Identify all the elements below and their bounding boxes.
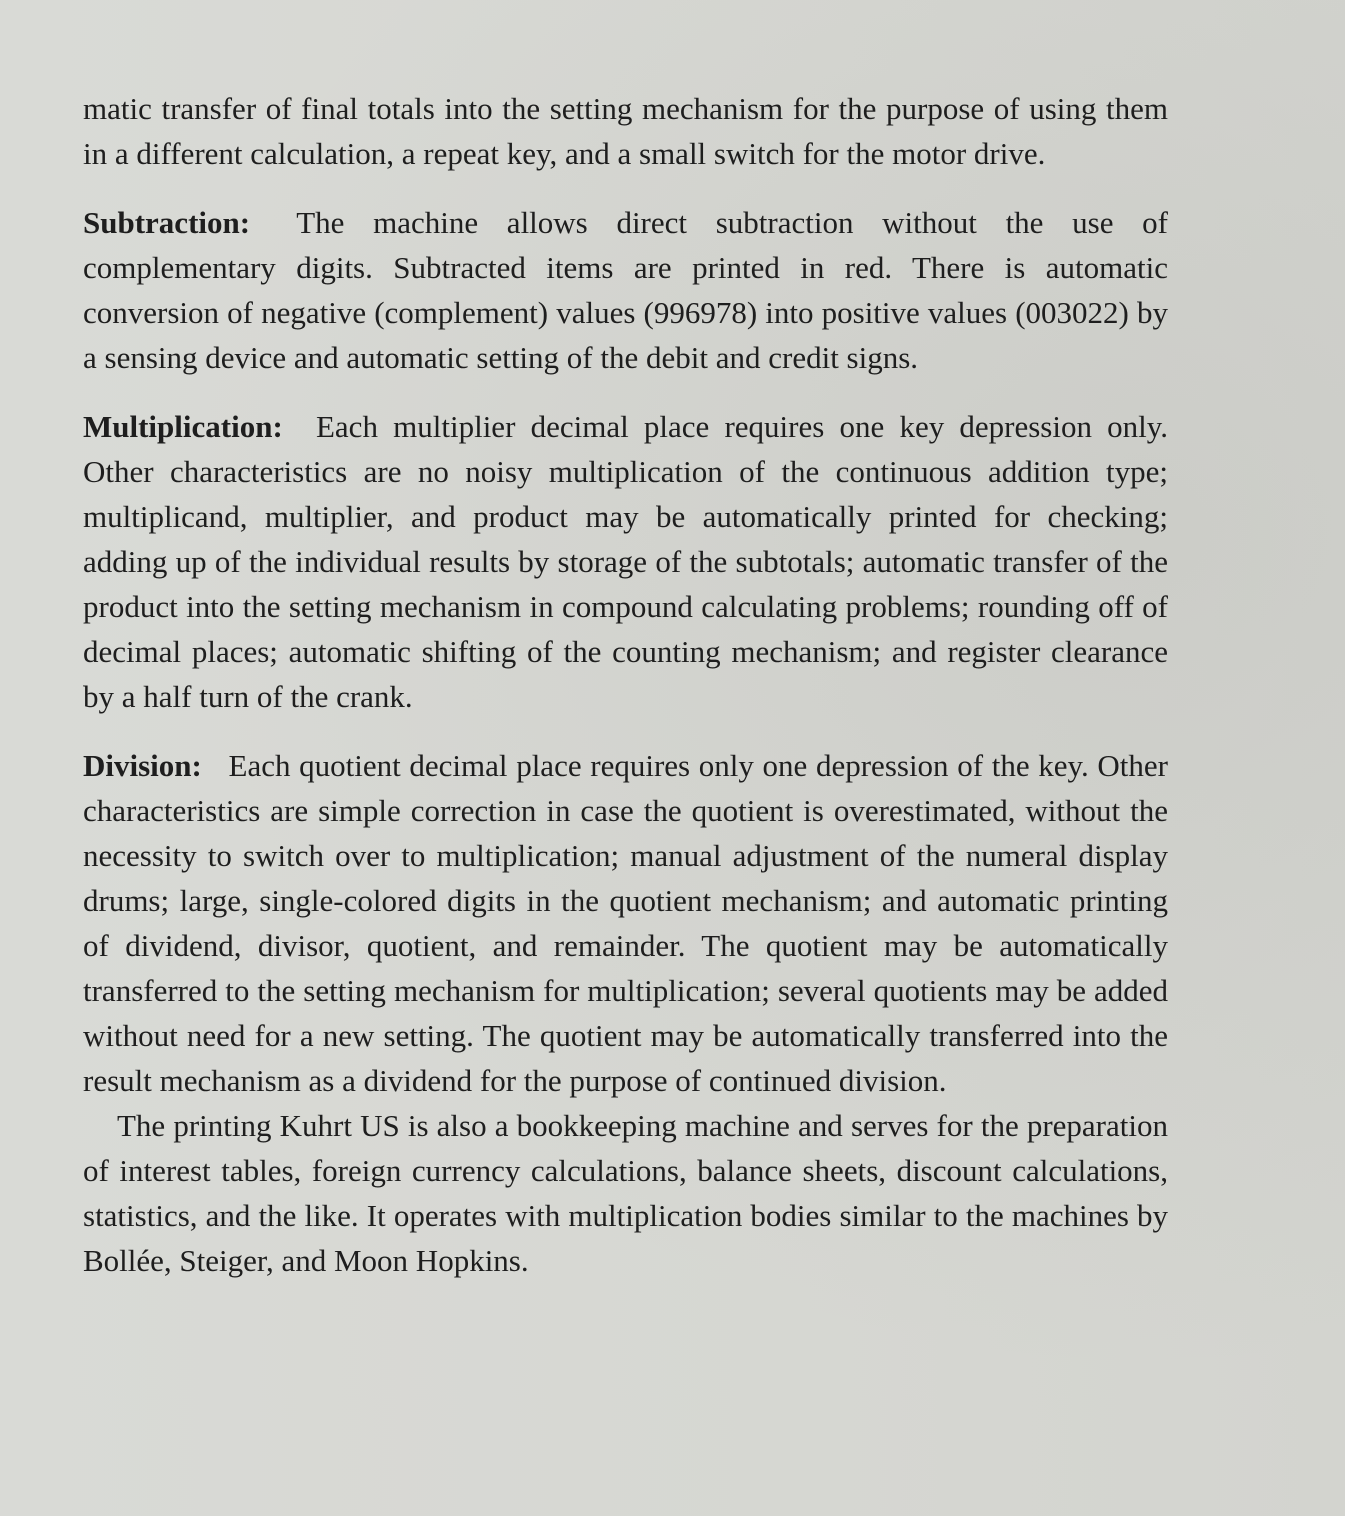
subtraction-text: The machine allows direct subtraction without the use of complementary digits. Subtracted items are printed in red. There is automatic conversion of negative (complement) values (996978) into positive values (003022) by a sensing device and automatic setting of the debit and credit signs. (83, 205, 1168, 375)
multiplication-text: Each multiplier decimal place requires one key depression only. Other characteristics are no noisy multiplication of the continuous addition type; multiplicand, multiplier, and product may be automatically printed for checking; adding up of the individual results by storage of the subtotals; automatic transfer of the product into the setting mechanism in compound calculating problems; rounding off of decimal places; automatic shifting of the counting mechanism; and register clearance by a half turn of the crank. (83, 409, 1169, 714)
division-heading: Division: (83, 748, 202, 783)
subtraction-heading: Subtraction: (83, 205, 251, 240)
closing-paragraph (83, 1103, 1168, 1283)
multiplication-paragraph (83, 404, 1168, 719)
subtraction-paragraph (83, 200, 1168, 380)
multiplication-heading: Multiplication: (83, 409, 283, 444)
intro-paragraph (83, 86, 1168, 176)
page-body (83, 86, 1168, 1283)
division-paragraph (83, 743, 1168, 1103)
closing-text: The printing Kuhrt US is also a bookkeeping machine and serves for the preparation of interest tables, foreign currency calculations, balance sheets, discount calculations, statistics, and the like. It operates with multiplication bodies similar to the machines by Bollée, Steiger, and Moon Hopkins. (83, 1108, 1168, 1278)
division-text: Each quotient decimal place requires only one depression of the key. Other characteristics are simple correction in case the quotient is overestimated, without the necessity to switch over to multiplication; manual adjustment of the numeral display drums; large, single-colored digits in the quotient mechanism; and automatic printing of dividend, divisor, quotient, and remainder. The quotient may be automatically transferred to the setting mechanism for multiplication; several quotients may be added without need for a new setting. The quotient may be automatically transferred into the result mechanism as a dividend for the purpose of continued division. (83, 748, 1168, 1098)
intro-text: matic transfer of final totals into the setting mechanism for the purpose of using them in a different calculation, a repeat key, and a small switch for the motor drive. (83, 91, 1168, 171)
